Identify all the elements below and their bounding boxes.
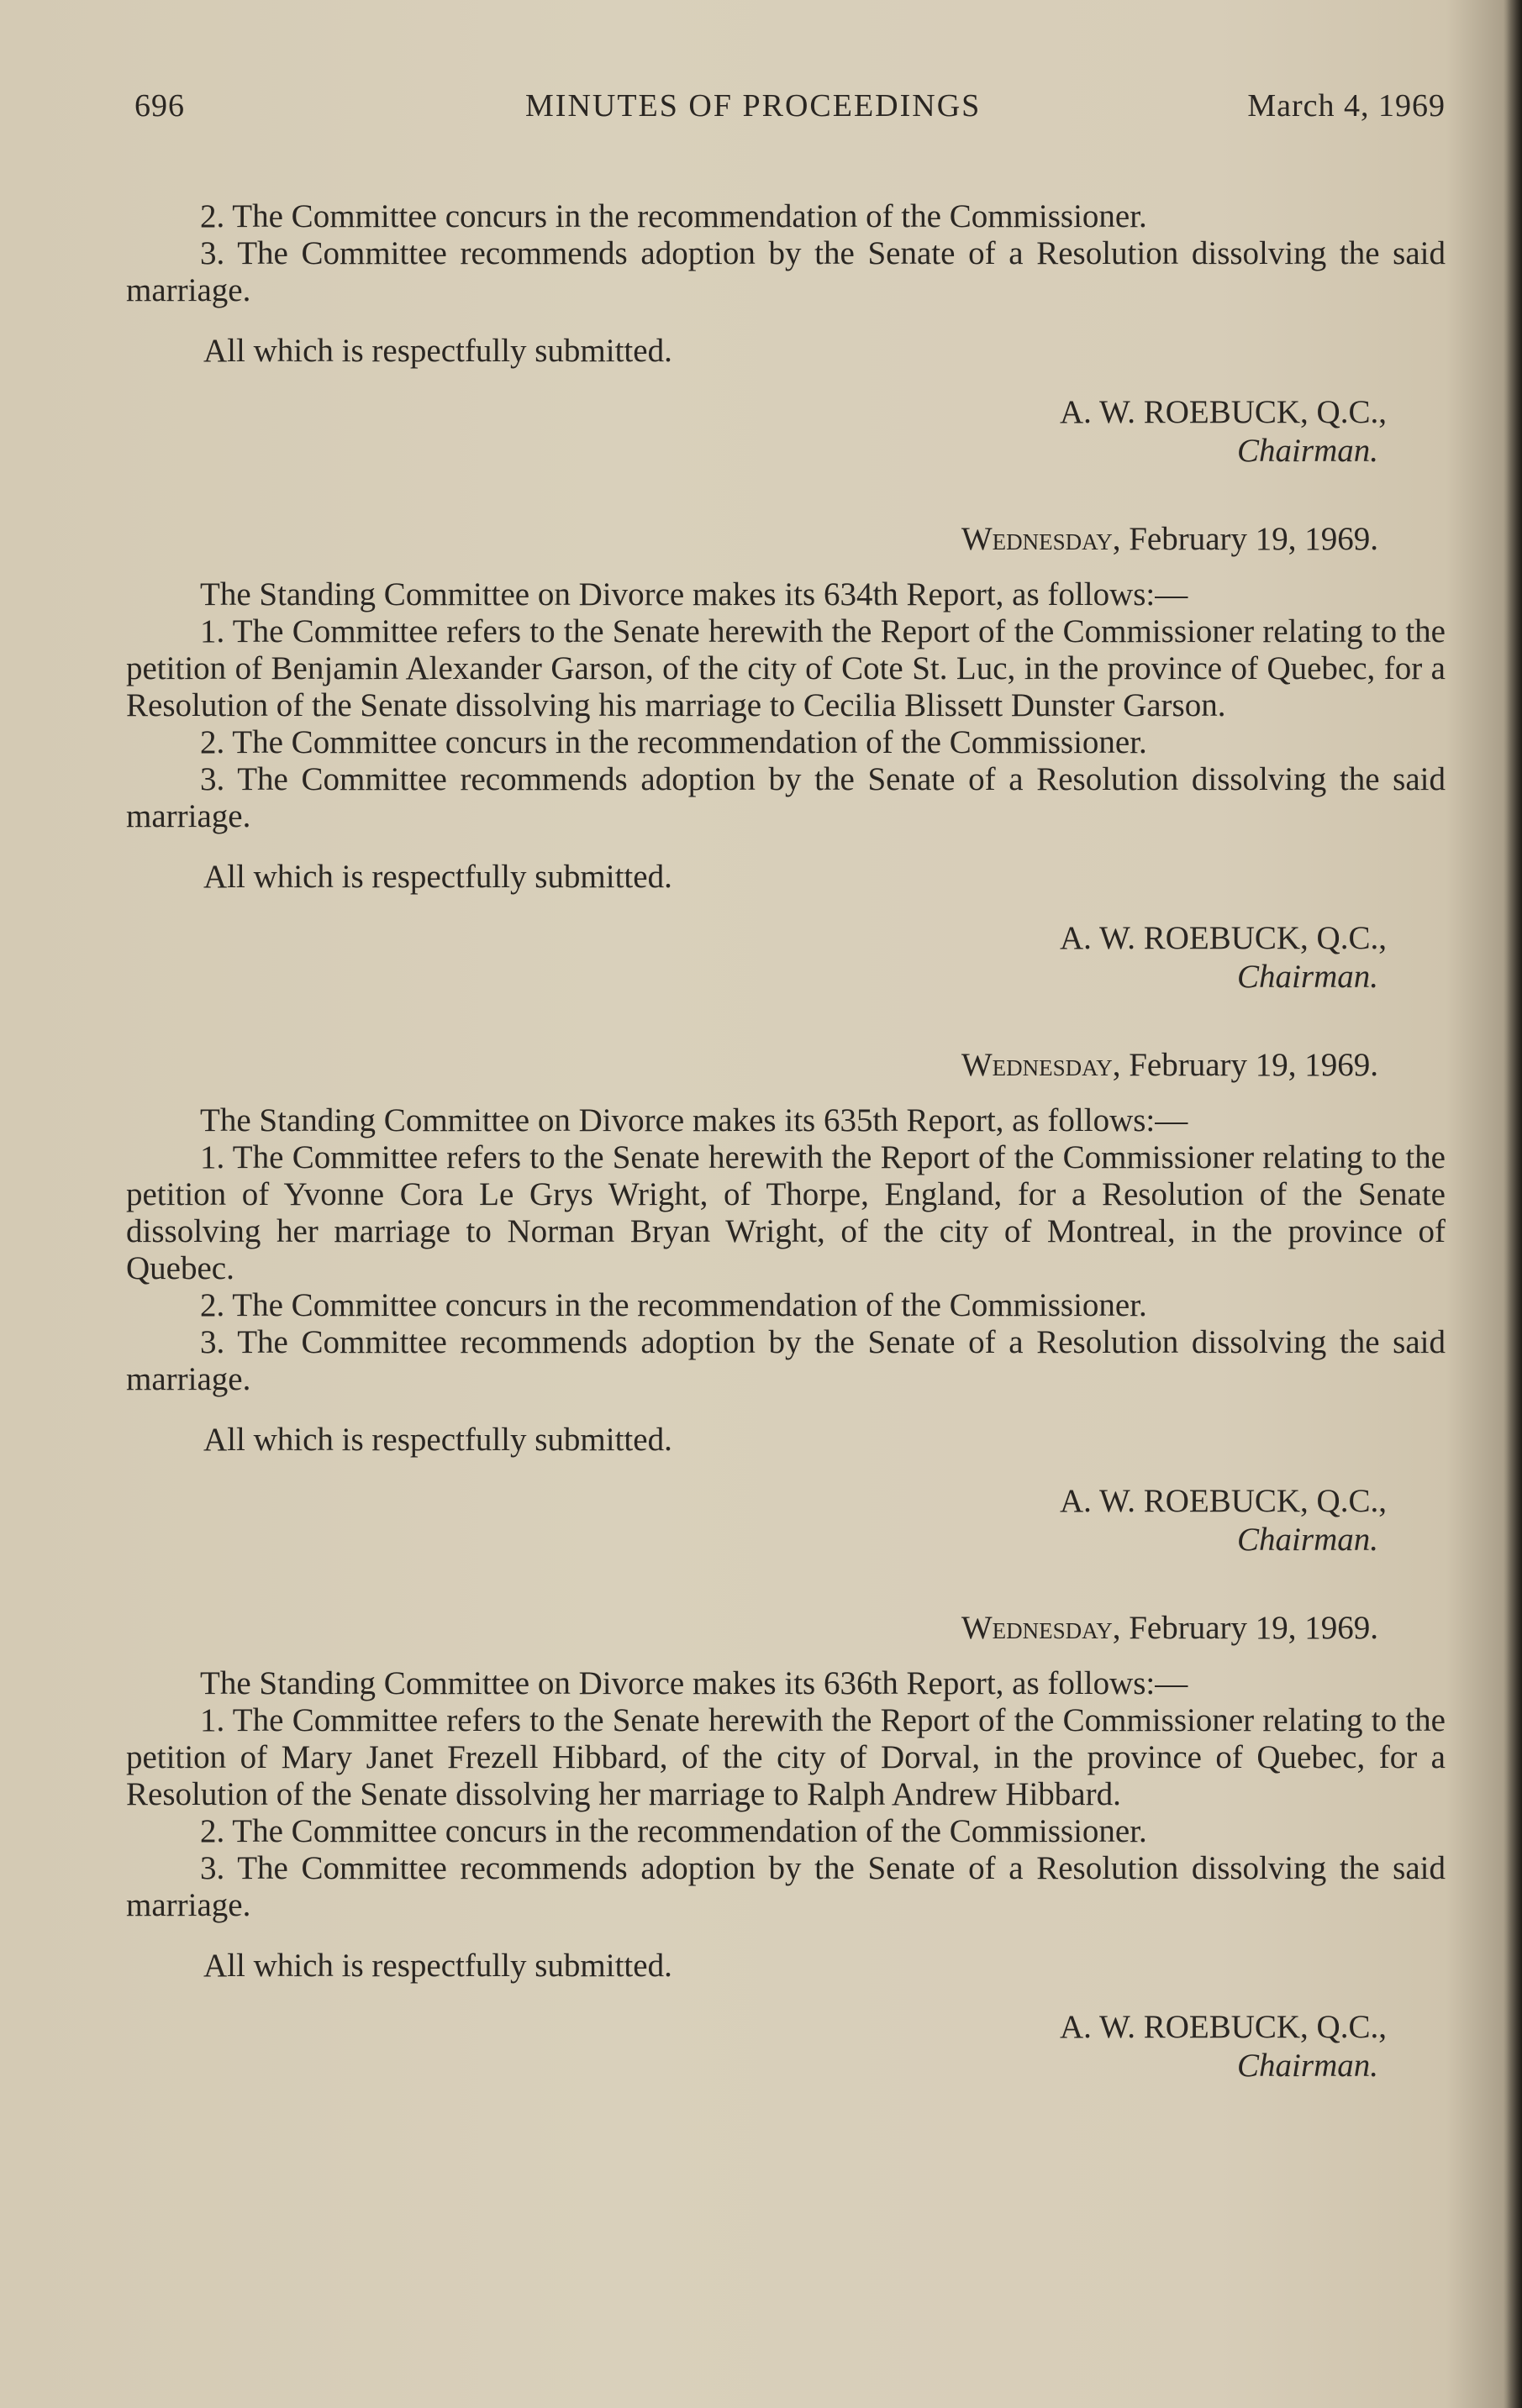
report-weekday: Wednesday, xyxy=(961,521,1121,557)
page-edge-shadow xyxy=(1504,0,1522,2408)
report-item-1: 1. The Committee refers to the Senate herewith the Report of the Commissioner relating to the petition of Benjamin Alexander Garson, of the city of Cote St. Luc, in the province of Quebec, for a Resolution of the Senate dissolving his marriage to Cecilia Blissett Dunster Garson. xyxy=(126,613,1446,723)
page-number: 696 xyxy=(134,88,185,124)
report-weekday: Wednesday, xyxy=(961,1047,1121,1083)
report-date-text: February 19, 1969. xyxy=(1129,521,1378,557)
signature-role: Chairman. xyxy=(1237,959,1378,995)
signature-name: A. W. ROEBUCK, Q.C., xyxy=(1060,2009,1387,2045)
report-continued xyxy=(126,198,1446,471)
signature-role: Chairman. xyxy=(1237,2048,1378,2084)
signature-role: Chairman. xyxy=(1237,433,1378,469)
report-date-text: February 19, 1969. xyxy=(1129,1047,1378,1083)
report-date xyxy=(126,1610,1446,1647)
running-title: MINUTES OF PROCEEDINGS xyxy=(525,88,982,124)
report-item-3: 3. The Committee recommends adoption by the Senate of a Resolution dissolving the said marriage. xyxy=(126,235,1446,308)
signature-name: A. W. ROEBUCK, Q.C., xyxy=(1060,1483,1387,1519)
submitted-line: All which is respectfully submitted. xyxy=(203,1948,672,1984)
page-header xyxy=(134,87,1446,138)
report-weekday: Wednesday, xyxy=(961,1610,1121,1646)
report-635 xyxy=(126,1047,1446,1559)
report-intro: The Standing Committee on Divorce makes its 636th Report, as follows:— xyxy=(200,1665,1188,1701)
report-item-3: 3. The Committee recommends adoption by the Senate of a Resolution dissolving the said marriage. xyxy=(126,1850,1446,1923)
report-intro: The Standing Committee on Divorce makes its 634th Report, as follows:— xyxy=(200,576,1188,613)
report-634 xyxy=(126,521,1446,996)
report-item-3: 3. The Committee recommends adoption by the Senate of a Resolution dissolving the said marriage. xyxy=(126,761,1446,834)
header-date: March 4, 1969 xyxy=(1247,88,1446,124)
report-date xyxy=(126,521,1446,558)
submitted-line: All which is respectfully submitted. xyxy=(203,859,672,895)
report-item-2: 2. The Committee concurs in the recommendation of the Commissioner. xyxy=(200,724,1147,760)
report-item-2: 2. The Committee concurs in the recommendation of the Commissioner. xyxy=(200,198,1147,234)
page-body xyxy=(126,198,1446,2085)
signature-name: A. W. ROEBUCK, Q.C., xyxy=(1060,394,1387,430)
report-636 xyxy=(126,1610,1446,2085)
signature-block xyxy=(126,919,1446,996)
report-item-2: 2. The Committee concurs in the recommendation of the Commissioner. xyxy=(200,1813,1147,1849)
report-date-text: February 19, 1969. xyxy=(1129,1610,1378,1646)
report-item-2: 2. The Committee concurs in the recommendation of the Commissioner. xyxy=(200,1287,1147,1323)
submitted-line: All which is respectfully submitted. xyxy=(203,333,672,369)
report-item-1: 1. The Committee refers to the Senate herewith the Report of the Commissioner relating to the petition of Mary Janet Frezell Hibbard, of the city of Dorval, in the province of Quebec, for a Resolution of the Senate dissolving her marriage to Ralph Andrew Hibbard. xyxy=(126,1702,1446,1812)
signature-block xyxy=(126,2008,1446,2085)
report-item-3: 3. The Committee recommends adoption by the Senate of a Resolution dissolving the said marriage. xyxy=(126,1324,1446,1397)
signature-block xyxy=(126,393,1446,471)
submitted-line: All which is respectfully submitted. xyxy=(203,1422,672,1458)
signature-role: Chairman. xyxy=(1237,1522,1378,1558)
signature-block xyxy=(126,1482,1446,1559)
report-date xyxy=(126,1047,1446,1084)
report-item-1: 1. The Committee refers to the Senate herewith the Report of the Commissioner relating to the petition of Yvonne Cora Le Grys Wright, of Thorpe, England, for a Resolution of the Senate dissolving her marriage to Norman Bryan Wright, of the city of Montreal, in the province of Quebec. xyxy=(126,1139,1446,1286)
signature-name: A. W. ROEBUCK, Q.C., xyxy=(1060,920,1387,956)
report-intro: The Standing Committee on Divorce makes its 635th Report, as follows:— xyxy=(200,1102,1188,1138)
